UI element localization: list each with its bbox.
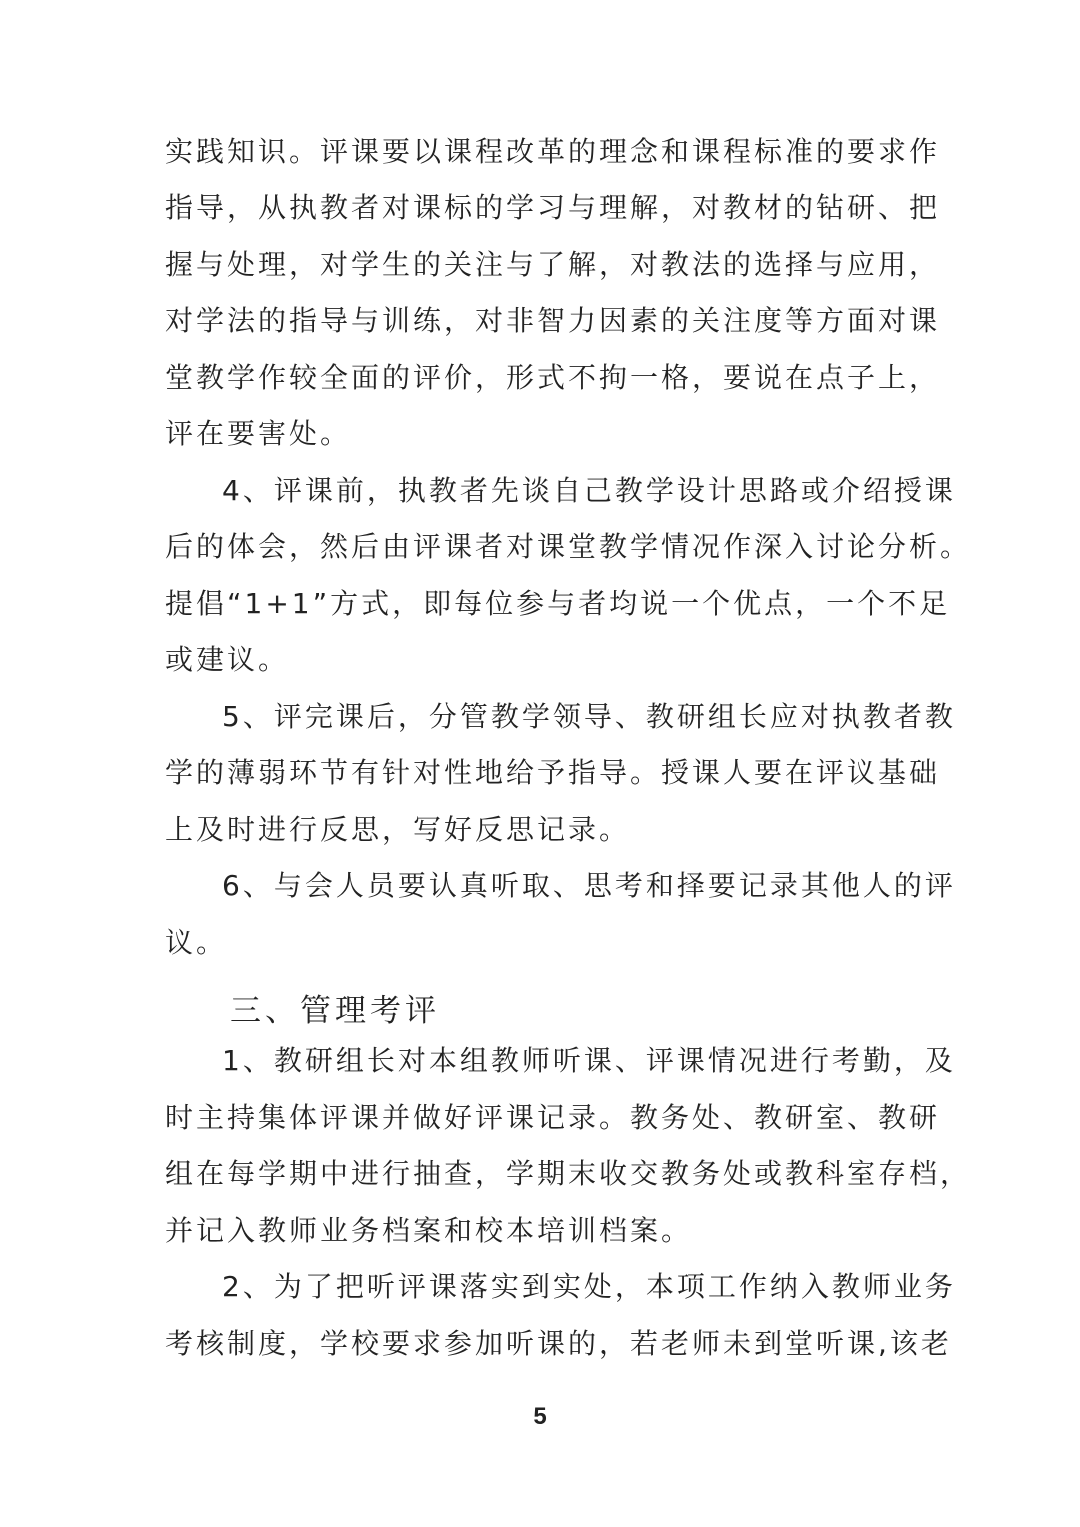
text-line: 并记入教师业务档案和校本培训档案。 (165, 1214, 693, 1247)
text-line: 2、为了把听评课落实到实处，本项工作纳入教师业务 (222, 1270, 956, 1303)
text-line: 对学法的指导与训练，对非智力因素的关注度等方面对课 (165, 304, 941, 337)
text-line: 组在每学期中进行抽查，学期末收交教务处或教科室存档， (165, 1157, 972, 1190)
text-line: 或建议。 (165, 643, 290, 676)
text-line: 实践知识。评课要以课程改革的理念和课程标准的要求作 (165, 135, 941, 168)
text-line: 时主持集体评课并做好评课记录。教务处、教研室、教研 (165, 1101, 941, 1134)
text-line: 堂教学作较全面的评价，形式不拘一格，要说在点子上， (165, 361, 941, 394)
section-heading: 三、管理考评 (230, 993, 440, 1029)
text-line: 学的薄弱环节有针对性地给予指导。授课人要在评议基础 (165, 756, 941, 789)
text-line: 提倡“1+1”方式，即每位参与者均说一个优点，一个不足 (165, 587, 951, 620)
text-line: 评在要害处。 (165, 417, 352, 450)
text-line: 6、与会人员要认真听取、思考和择要记录其他人的评 (222, 869, 956, 902)
text-line: 4、评课前，执教者先谈自己教学设计思路或介绍授课 (222, 474, 956, 507)
text-line: 1、教研组长对本组教师听课、评课情况进行考勤，及 (222, 1044, 956, 1077)
text-line: 指导，从执教者对课标的学习与理解，对教材的钻研、把 (165, 191, 941, 224)
text-line: 上及时进行反思，写好反思记录。 (165, 813, 631, 846)
text-line: 握与处理，对学生的关注与了解，对教法的选择与应用， (165, 248, 941, 281)
text-line: 后的体会，然后由评课者对课堂教学情况作深入讨论分析。 (165, 530, 972, 563)
text-line: 议。 (165, 926, 228, 959)
page-number: 5 (533, 1403, 547, 1430)
text-line: 考核制度，学校要求参加听课的，若老师未到堂听课,该老 (165, 1327, 952, 1360)
text-line: 5、评完课后，分管教学领导、教研组长应对执教者教 (222, 700, 956, 733)
